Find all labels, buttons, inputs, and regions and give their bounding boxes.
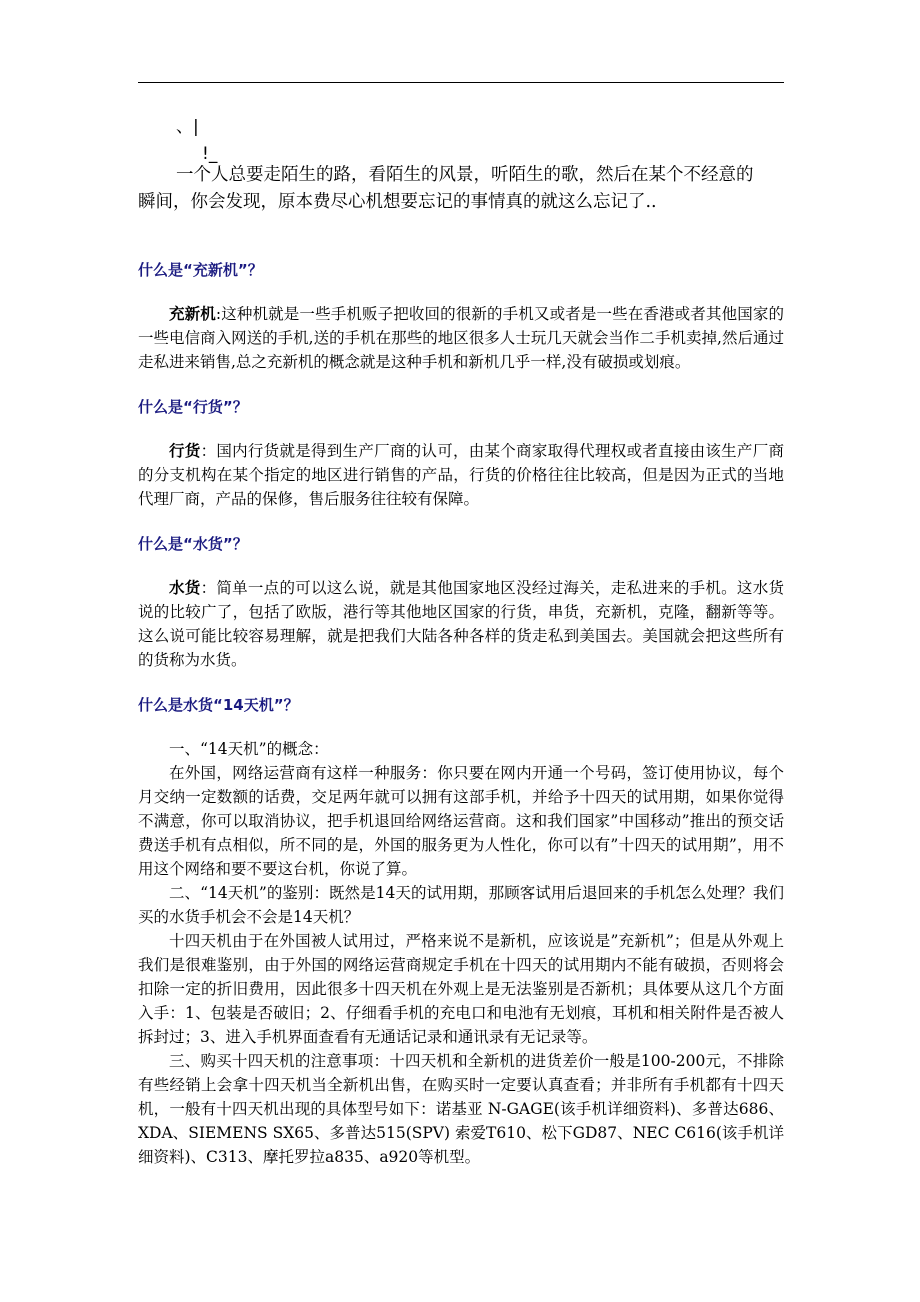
body-grey: ：简单一点的可以这么说，就是其他国家地区没经过海关，走私进来的手机。这水货说的比较广了，包括了欧版，港行等其他地区国家的行货，串货，充新机，克隆，翻新等等。这么说可能比较容易理解，就是把我们大陆各种各样的货走私到美国去。美国就会把这些所有的货称为水货。 <box>138 579 784 669</box>
term-refurb: 充新机 <box>169 305 216 323</box>
heading-fourteen: 什么是水货“14天机”？ <box>138 696 299 714</box>
intro-quote <box>138 162 784 216</box>
heading-refurb: 什么是“充新机”？ <box>138 261 263 279</box>
term-grey: 水货 <box>169 579 201 597</box>
body-refurb: :这种机就是一些手机贩子把收回的很新的手机又或者是一些在香港或者其他国家的一些电信商入网送的手机,送的手机在那些的地区很多人士玩几天就会当作二手机卖掉,然后通过走私进来销售,总之充新机的概念就是这种手机和新机几乎一样,没有破损或划痕。 <box>138 305 784 371</box>
paragraph-refurb <box>138 302 784 374</box>
intro-line-1: 一个人总要走陌生的路，看陌生的风景，听陌生的歌，然后在某个不经意的 <box>176 165 754 185</box>
paragraph-fourteen-1: 一、“14天机”的概念： <box>169 740 329 758</box>
stray-mark-1: 、| <box>176 117 199 137</box>
intro-line-2: 瞬间，你会发现，原本费尽心机想要忘记的事情真的就这么忘记了.. <box>138 192 657 212</box>
paragraph-fourteen-2: 在外国，网络运营商有这样一种服务：你只要在网内开通一个号码，签订使用协议，每个月交纳一定数额的话费，交足两年就可以拥有这部手机，并给予十四天的试用期，如果你觉得不满意，你可以取消协议，把手机退回给网络运营商。这和我们国家”中国移动”推出的预交话费送手机有点相似，所不同的是，外国的服务更为人性化，你可以有”十四天的试用期”，用不用这个网络和要不要这台机，你说了算。 <box>138 764 784 878</box>
stray-mark-2: !_ <box>202 144 218 164</box>
paragraph-fourteen-4: 十四天机由于在外国被人试用过，严格来说不是新机，应该说是”充新机”；但是从外观上我们是很难鉴别，由于外国的网络运营商规定手机在十四天的试用期内不能有破损，否则将会扣除一定的折旧费用，因此很多十四天机在外观上是无法鉴别是否新机；具体要从这几个方面入手：1、包装是否破旧；2、仔细看手机的充电口和电池有无划痕，耳机和相关附件是否被人拆封过；3、进入手机界面查看有无通话记录和通讯录有无记录等。 <box>138 932 784 1046</box>
body-licensed: ：国内行货就是得到生产厂商的认可，由某个商家取得代理权或者直接由该生产厂商的分支机构在某个指定的地区进行销售的产品，行货的价格往往比较高，但是因为正式的当地代理厂商，产品的保修，售后服务往往较有保障。 <box>138 442 784 508</box>
paragraph-grey <box>138 576 784 672</box>
term-licensed: 行货 <box>169 442 201 460</box>
paragraph-licensed <box>138 439 784 511</box>
paragraph-fourteen-5: 三、购买十四天机的注意事项：十四天机和全新机的进货差价一般是100-200元，不排除有些经销上会拿十四天机当全新机出售，在购买时一定要认真查看；并非所有手机都有十四天机，一般有十四天机出现的具体型号如下：诺基亚 N-GAGE(该手机详细资料)、多普达686、XDA、SIEMENS SX65、多普达515(SPV) 索爱T610、松下GD87、NEC C616(该手机详细资料)、C313、摩托罗拉a835、a920等机型。 <box>138 1052 784 1166</box>
paragraph-fourteen-3: 二、“14天机”的鉴别：既然是14天的试用期，那顾客试用后退回来的手机怎么处理？我们买的水货手机会不会是14天机？ <box>138 884 784 926</box>
header-rule <box>138 82 784 83</box>
heading-grey: 什么是“水货”？ <box>138 535 248 553</box>
heading-licensed: 什么是“行货”？ <box>138 398 248 416</box>
